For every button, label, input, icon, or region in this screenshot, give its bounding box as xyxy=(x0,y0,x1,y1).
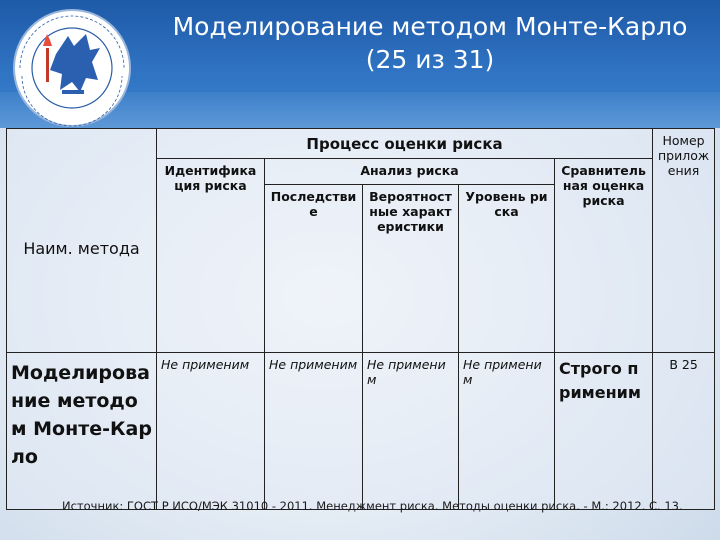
appendix-header: Номер приложения xyxy=(653,129,715,353)
consequence-cell: Не применим xyxy=(265,352,363,509)
comparative-header: Сравнительная оценка риска xyxy=(555,159,653,353)
method-name-cell: Моделирование методом Монте-Карло xyxy=(7,352,157,509)
identification-cell: Не применим xyxy=(157,352,265,509)
level-header: Уровень риска xyxy=(459,185,555,352)
identification-header: Идентификация риска xyxy=(157,159,265,353)
level-cell: Не применим xyxy=(459,352,555,509)
slide-title-line2: (25 из 31) xyxy=(365,45,495,74)
slide-title xyxy=(150,10,710,76)
slide-title-line1: Моделирование методом Монте-Карло xyxy=(172,12,688,41)
method-name-header: Наим. метода xyxy=(7,129,157,353)
probability-cell: Не применим xyxy=(363,352,459,509)
methods-table xyxy=(6,128,715,510)
consequence-header: Последствие xyxy=(265,185,363,352)
university-logo xyxy=(6,6,142,130)
comparative-cell: Строго применим xyxy=(555,352,653,509)
analysis-header: Анализ риска xyxy=(265,159,555,185)
appendix-cell: В 25 xyxy=(653,352,715,509)
risk-process-header: Процесс оценки риска xyxy=(157,129,653,159)
source-note: Источник: ГОСТ Р ИСО/МЭК 31010 - 2011. Менеджмент риска. Методы оценки риска. - М.: 2012. С. 13. xyxy=(62,499,683,513)
probability-header: Вероятностные характеристики xyxy=(363,185,459,352)
